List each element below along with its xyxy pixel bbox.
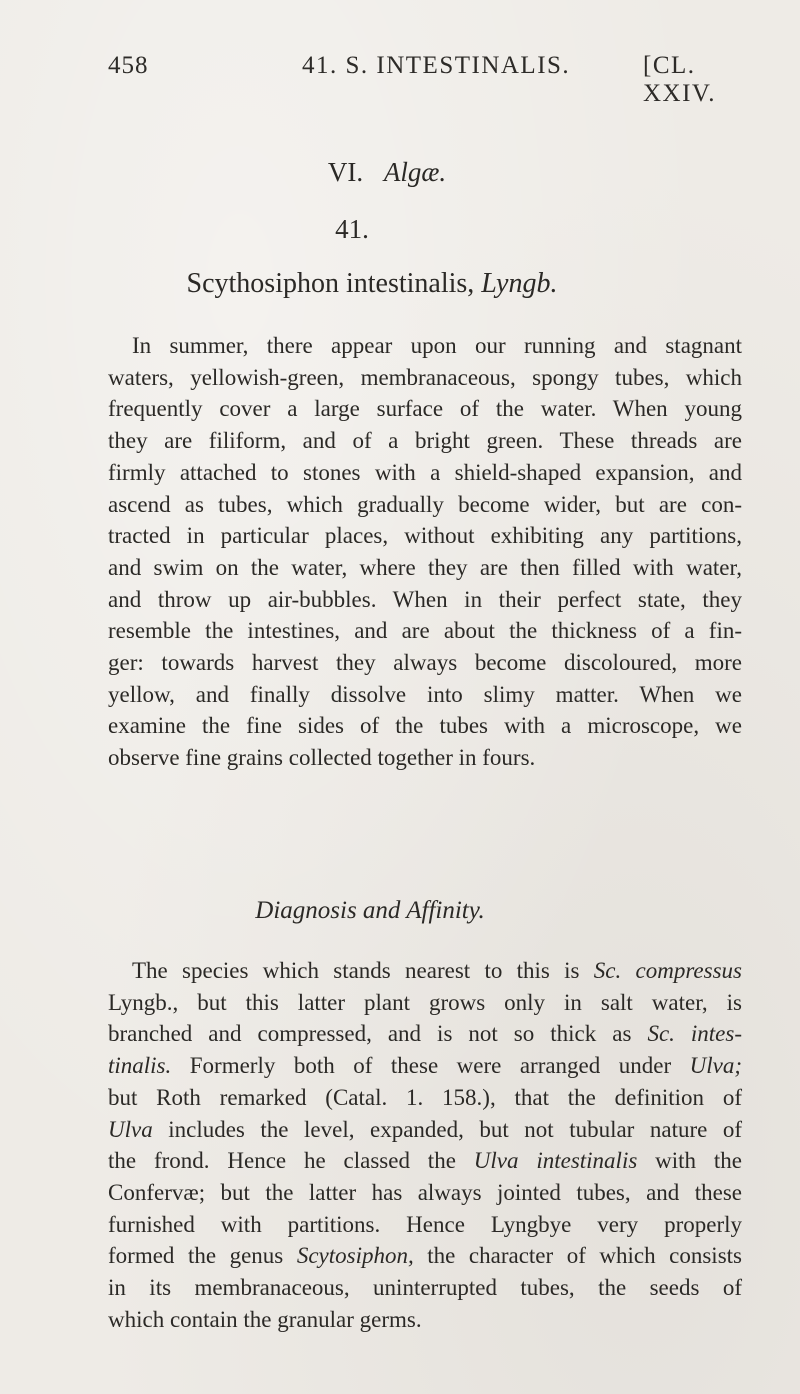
text-line: ascend as tubes, which gradually become wider, but are con-	[108, 491, 742, 517]
species-authority: Lyngb.	[481, 268, 558, 299]
text-line: they are filiform, and of a bright green. These threads are	[108, 428, 742, 454]
text-line: ger: towards harvest they always become discoloured, more	[108, 650, 742, 676]
text-line: the frond. Hence he classed the Ulva intestinalis with the	[108, 1148, 742, 1174]
text-line: in its membranaceous, uninterrupted tubes, the seeds of	[108, 1275, 742, 1301]
running-title: 41. S. INTESTINALIS.	[302, 52, 571, 79]
text-line: formed the genus Scytosiphon, the character of which consists	[108, 1243, 742, 1269]
section-numeral: VI.	[327, 157, 364, 187]
text-line: and swim on the water, where they are then filled with water,	[108, 554, 742, 580]
diagnosis-heading: Diagnosis and Affinity.	[255, 897, 485, 924]
text-line: branched and compressed, and is not so thick as Sc. intes-	[108, 1021, 743, 1047]
section-name: Algæ.	[383, 157, 447, 187]
section-heading	[0, 157, 800, 188]
species-title	[0, 268, 772, 300]
text-line: and throw up air-bubbles. When in their perfect state, they	[108, 586, 742, 612]
text-line: yellow, and finally dissolve into slimy matter. When we	[108, 681, 742, 707]
text-line: tinalis. Formerly both of these were arranged under Ulva;	[108, 1053, 742, 1079]
text-line: waters, yellowish-green, membranaceous, spongy tubes, which	[108, 364, 742, 390]
diagnosis-paragraph	[108, 955, 742, 1335]
class-label: [CL. XXIV.	[643, 52, 717, 107]
text-line: Ulva includes the level, expanded, but not tubular nature of	[108, 1116, 742, 1142]
species-number: 41.	[335, 214, 369, 244]
text-line: In summer, there appear upon our running and stagnant	[132, 333, 742, 358]
text-line: Lyngb., but this latter plant grows only in salt water, is	[108, 989, 742, 1015]
text-line: which contain the granular germs.	[108, 1306, 422, 1332]
text-line: frequently cover a large surface of the water. When young	[108, 396, 742, 422]
text-line: furnished with partitions. Hence Lyngbye very properly	[108, 1211, 742, 1237]
text-line: tracted in particular places, without exhibiting any partitions,	[108, 523, 742, 549]
running-head	[108, 52, 760, 107]
text-line: examine the fine sides of the tubes with a microscope, we	[108, 713, 742, 739]
text-line: resemble the intestines, and are about the thickness of a fin-	[108, 618, 742, 644]
text-line: firmly attached to stones with a shield-shaped expansion, and	[108, 459, 742, 485]
text-line: The species which stands nearest to this is Sc. compressus	[132, 958, 742, 983]
text-line: but Roth remarked (Catal. 1. 158.), that the definition of	[108, 1084, 742, 1110]
text-line: Confervæ; but the latter has always jointed tubes, and these	[108, 1179, 742, 1205]
page-number: 458	[108, 52, 149, 79]
text-line: observe fine grains collected together in fours.	[108, 745, 536, 771]
description-paragraph	[108, 330, 742, 774]
species-name: Scythosiphon intestinalis,	[186, 268, 475, 299]
